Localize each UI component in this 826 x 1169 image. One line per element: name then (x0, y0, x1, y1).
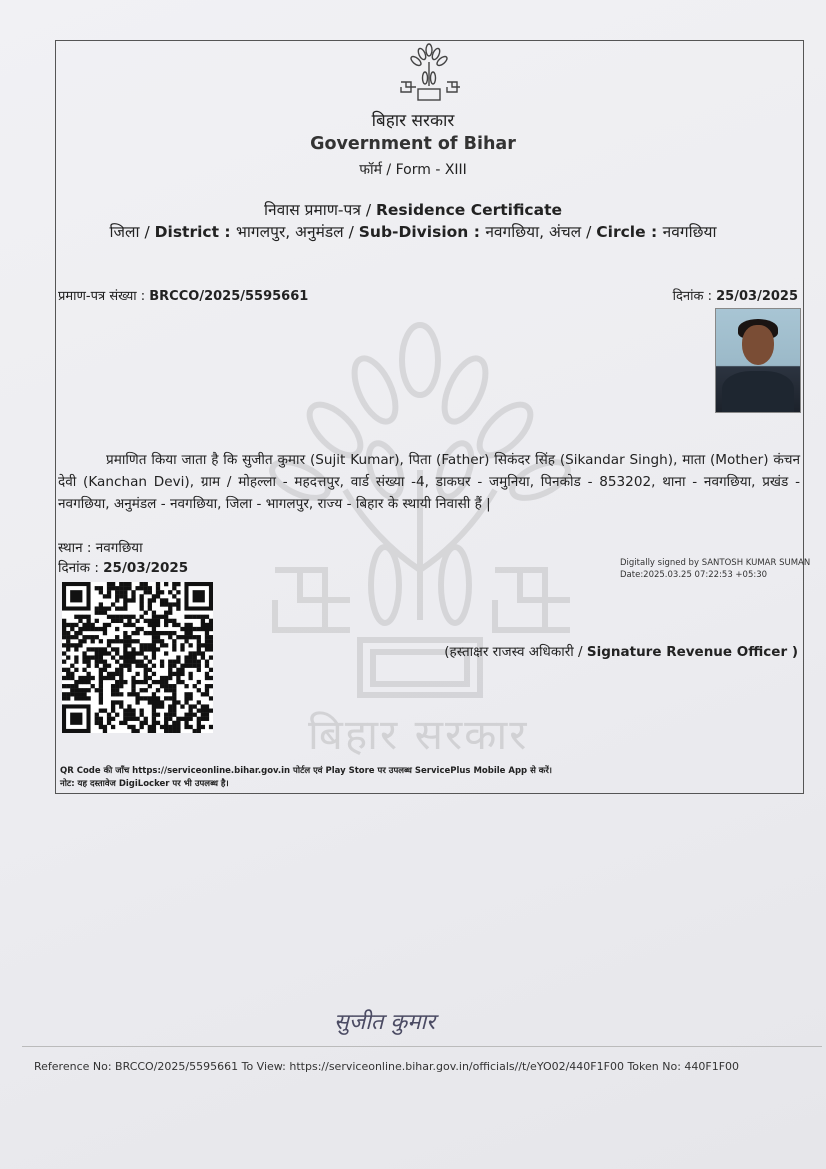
watermark-text: बिहार सरकार (308, 710, 529, 759)
handwritten-signature (330, 1000, 490, 1045)
digital-signature-signer: Digitally signed by SANTOSH KUMAR SUMAN (620, 558, 811, 568)
certificate-body-text: प्रमाणित किया जाता है कि सुजीत कुमार (Sujit Kumar), पिता (Father) सिकंदर सिंह (Sikandar Singh), माता (Mother) कंचन देवी (Kanchan Devi), ग्राम / मोहल्ला - महदत्तपुर, वार्ड संख्या -4, डाकघर - जमुनिया, पिनकोड - 853202, थाना - नवगछिया, प्रखंड - नवगछिया, अनुमंडल - नवगछिया, जिला - भागलपुर, राज्य - बिहार के स्थायी निवासी हैं | (58, 452, 800, 512)
footer-date-line (58, 558, 188, 576)
qr-note-line-2: नोट: यह दस्तावेज DigiLocker पर भी उपलब्ध है। (60, 779, 229, 789)
issue-date-label: दिनांक : (672, 289, 717, 304)
certificate-number-label: प्रमाण-पत्र संख्या : (58, 289, 150, 304)
officer-signature-caption (444, 642, 798, 660)
footer-divider (22, 1046, 822, 1047)
officer-caption-en: Signature Revenue Officer ) (586, 644, 798, 660)
subdivision-label-en: Sub-Division : (358, 223, 486, 241)
subdivision-value: नवगछिया, (485, 223, 549, 241)
jurisdiction-line (0, 220, 826, 242)
certificate-body (58, 449, 800, 515)
photo-shirt (722, 371, 794, 413)
reference-line: Reference No: BRCCO/2025/5595661 To View: https://serviceonline.bihar.gov.in/officials//t/eYO02/440F1F00 Token No: 440F1F00 (34, 1060, 740, 1073)
applicant-photo (715, 308, 801, 413)
bihar-emblem-logo (398, 42, 460, 104)
qr-verification-note (60, 765, 552, 791)
header-government-title: Government of Bihar (310, 134, 516, 154)
digital-signature-date: Date:2025.03.25 07:22:53 +05:30 (620, 570, 768, 580)
footer-date-value: 25/03/2025 (103, 560, 189, 576)
certificate-title-hindi: निवास प्रमाण-पत्र / (263, 201, 376, 219)
issue-date (673, 286, 798, 304)
place-label: स्थान : (58, 540, 96, 556)
digital-signature-info (620, 557, 810, 581)
district-label-en: District : (154, 223, 237, 241)
footer-date-label: दिनांक : (58, 560, 104, 576)
circle-label-en: Circle : (596, 223, 663, 241)
certificate-title (0, 198, 826, 220)
form-number (0, 160, 826, 179)
district-label-hi: जिला / (109, 223, 155, 241)
header-hindi-title: बिहार सरकार (371, 111, 455, 131)
place-line (58, 538, 143, 556)
district-value: भागलपुर, (236, 223, 296, 241)
subdivision-label-hi: अनुमंडल / (295, 223, 359, 241)
place-value: नवगछिया (95, 540, 143, 556)
handwritten-signature-text: सुजीत कुमार (334, 1010, 436, 1035)
photo-face (742, 325, 774, 365)
form-number-text: फॉर्म / Form - XIII (359, 162, 467, 178)
circle-value: नवगछिया (662, 223, 717, 241)
qr-code[interactable] (62, 582, 213, 733)
officer-caption-hi: (हस्ताक्षर राजस्व अधिकारी / (444, 644, 587, 660)
certificate-title-english: Residence Certificate (375, 201, 563, 219)
qr-note-line-1: QR Code की जाँच https://serviceonline.bihar.gov.in पोर्टल एवं Play Store पर उपलब्ध ServicePlus Mobile App से करें। (60, 766, 553, 776)
certificate-number-value: BRCCO/2025/5595661 (149, 289, 309, 304)
issue-date-value: 25/03/2025 (716, 289, 798, 304)
certificate-number (58, 286, 308, 304)
circle-label-hi: अंचल / (549, 223, 597, 241)
